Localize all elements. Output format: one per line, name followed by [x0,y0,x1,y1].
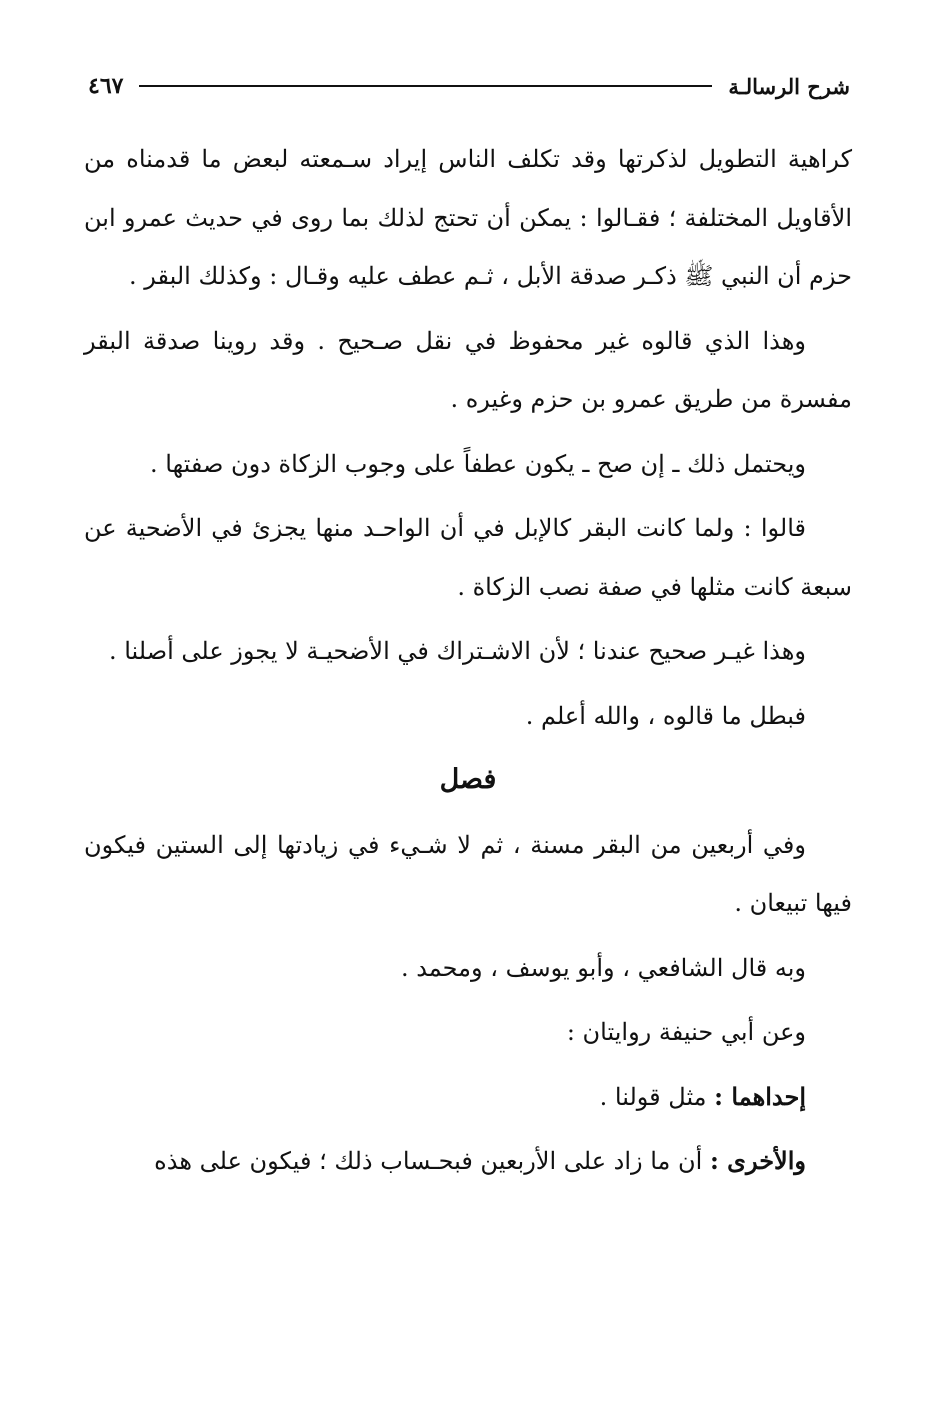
paragraph-2: وهذا الذي قالوه غير محفوظ في نقل صـحيح . وقد روينا صدقة البقر مفسرة من طريق عمرو بن حزم وغيره . [84,326,852,413]
paragraph-7: وفي أربعين من البقر مسنة ، ثم لا شـيء في زيادتها إلى الستين فيكون فيها تبيعان . [84,830,852,917]
page-body [84,130,852,1197]
paragraph-8: وبه قال الشافعي ، وأبو يوسف ، ومحمد . [400,953,806,982]
page-number: ٤٦٧ [88,73,124,99]
paragraph-11-lead: والأخرى : [709,1146,806,1175]
paragraph-5: وهذا غيـر صحيح عندنا ؛ لأن الاشـتراك في الأضحيـة لا يجوز على أصلنا . [108,637,806,665]
paragraph-10-text: مثل قولنا . [599,1082,715,1111]
paragraph-1: كراهية التطويل لذكرتها وقد تكلف الناس إيراد سـمعته لبعض ما قدمناه من الأقاويل المختلفة ؛ فقـالوا : يمكن أن تحتج لذلك بما روى في حديث عمرو ابن حزم أن النبي ﷺ ذكـر صدقة الأبل ، ثـم عطف عليه وقـال : وكذلك البقر . [84,145,853,290]
paragraph-4: قالوا : ولما كانت البقر كالإبل في أن الواحـد منها يجزئ في الأضحية عن سبعة كانت مثلها في صفة نصب الزكاة . [84,514,852,601]
header-rule [139,85,712,87]
running-title: شرح الرسالـة [728,73,850,99]
paragraph-11 [84,1132,852,1191]
paragraph-9: وعن أبي حنيفة روايتان : [566,1018,806,1046]
paragraph-11-text: أن ما زاد على الأربعين فبحـساب ذلك ؛ فيكون على هذه [154,1147,710,1175]
paragraph-10 [84,1068,852,1127]
section-heading: فصل [439,764,497,795]
page-header [88,66,850,106]
paragraph-10-lead: إحداهما : [714,1081,806,1111]
paragraph-3: ويحتمل ذلك ـ إن صح ـ يكون عطفاً على وجوب الزكاة دون صفتها . [150,449,806,478]
paragraph-6: فبطل ما قالوه ، والله أعلم . [525,701,806,730]
